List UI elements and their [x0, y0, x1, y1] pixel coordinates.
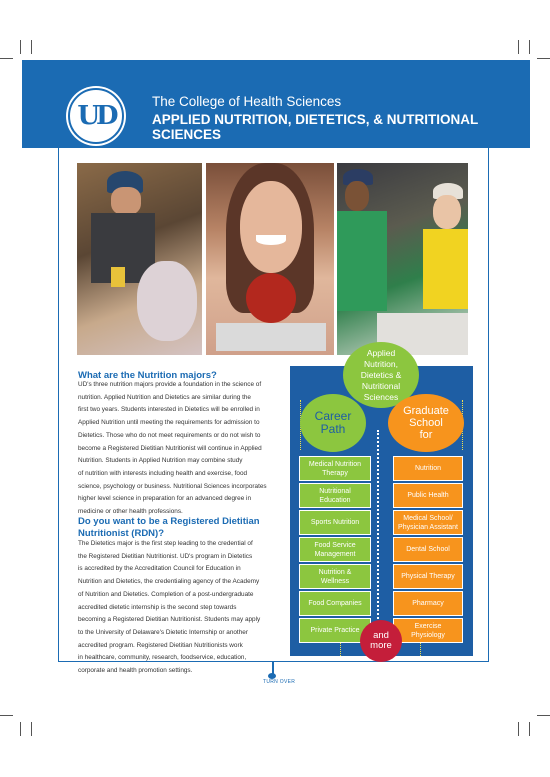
grad-school-item: Public Health: [393, 483, 463, 508]
department-title: APPLIED NUTRITION, DIETETICS, & NUTRITIONAL SCIENCES: [152, 112, 479, 142]
crop-mark: [518, 722, 519, 736]
rdn-text: The Dietetics major is the first step leading to the credential of the Registered Dietitian Nutritionist. UD's program in Dietetics is accredited by the Accreditation Council for Education in Nutrition and Dietetics, the credentialing agency of the Academy of Nutrition and Dietetics. Completion of a post-undergraduate accredited dietetic internship is the second step towards becoming a Registered Dietitian Nutritionist. Students may apply to the University of Delaware's Dietetic Internship or another accredited program. Registered Dietitian Nutritionists work in healthcare, community, research, foodservice, education, corporate and health promotion settings.: [78, 540, 261, 675]
nutrition-majors-heading: What are the Nutrition majors?: [78, 370, 217, 381]
crop-mark: [529, 722, 530, 736]
crop-mark: [537, 715, 550, 716]
crop-mark: [0, 58, 13, 59]
photo-student-apple: [206, 163, 334, 355]
crop-mark: [20, 722, 21, 736]
crop-mark: [0, 715, 13, 716]
career-item: Nutritional Education: [299, 483, 371, 508]
crop-mark: [31, 722, 32, 736]
photo-students-cooking: [77, 163, 202, 355]
grad-school-item: Medical School/ Physician Assistant: [393, 510, 463, 535]
career-item: Food Service Management: [299, 537, 371, 562]
crop-mark: [31, 40, 32, 54]
photo-students-kitchen: [337, 163, 468, 355]
diagram-divider: [377, 430, 387, 630]
graduate-school-circle: Graduate School for: [388, 394, 464, 452]
rdn-heading: Do you want to be a Registered Dietitian Nutritionist (RDN)?: [78, 516, 260, 539]
career-path-circle: Career Path: [300, 394, 366, 452]
turn-over-label: TURN OVER: [263, 679, 296, 685]
university-logo: UD: [68, 88, 124, 144]
crop-mark: [20, 40, 21, 54]
career-item: Food Companies: [299, 591, 371, 616]
grad-school-item: Nutrition: [393, 456, 463, 481]
applied-nutrition-circle: Applied Nutrition, Dietetics & Nutritional Sciences: [343, 342, 419, 408]
crop-mark: [518, 40, 519, 54]
career-item: Nutrition & Wellness: [299, 564, 371, 589]
career-item: Sports Nutrition: [299, 510, 371, 535]
nutrition-majors-text: UD's three nutrition majors provide a foundation in the science of nutrition. Applied Nutrition and Dietetics are similar during the first two years. Students interested in Dietetics will be enrolled in Applied Nutrition until meeting the requirements for admission to Dietetics. Those who do not meet requirements or do not wish to become a Registered Dietitian Nutritionist will continue in Applied Nutrition. Students in Applied Nutrition may combine study of nutrition with interests including health and exercise, food science, psychology or business. Nutritional Sciences incorporates higher level science in preparation for an advanced degree in medicine or other health professions.: [78, 381, 267, 516]
header-banner: [22, 60, 530, 148]
college-name: The College of Health Sciences: [152, 94, 342, 109]
career-item: Private Practice: [299, 618, 371, 643]
grad-school-item: Pharmacy: [393, 591, 463, 616]
grad-school-item: Physical Therapy: [393, 564, 463, 589]
crop-mark: [529, 40, 530, 54]
and-more-circle: and more: [360, 620, 402, 662]
grad-school-item: Exercise Physiology: [393, 618, 463, 643]
career-item: Medical Nutrition Therapy: [299, 456, 371, 481]
grad-school-item: Dental School: [393, 537, 463, 562]
crop-mark: [537, 58, 550, 59]
